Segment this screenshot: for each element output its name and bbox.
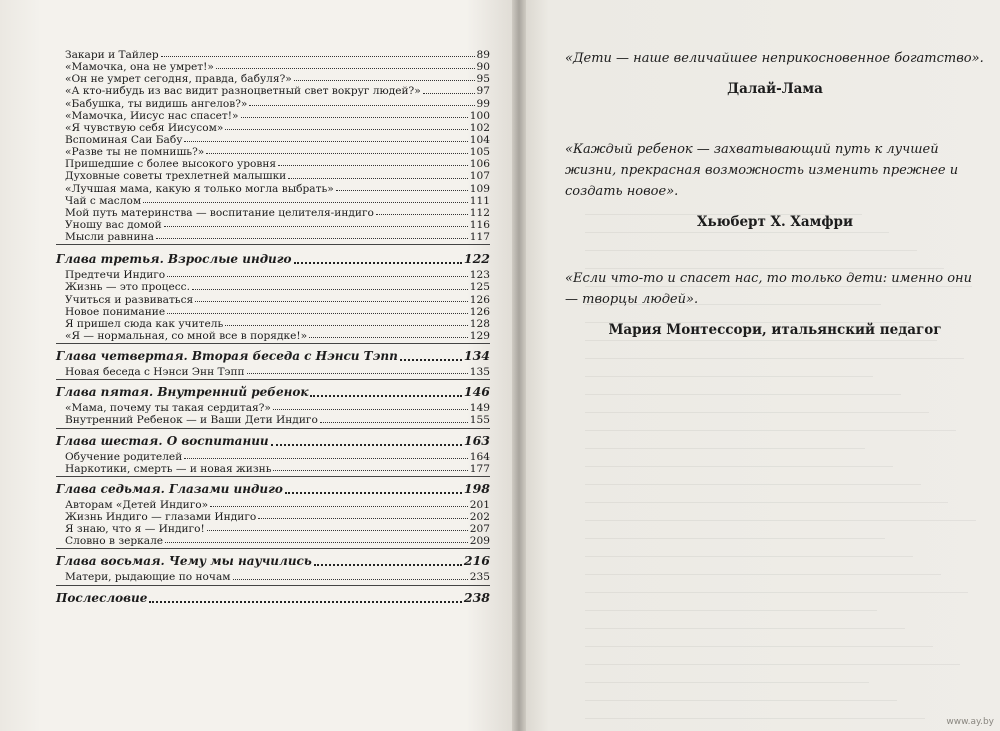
- entry-page: 155: [469, 414, 490, 427]
- toc-entry[interactable]: [56, 402, 490, 414]
- toc-entry[interactable]: [56, 511, 490, 523]
- divider: [56, 343, 490, 344]
- toc-entry[interactable]: [56, 170, 490, 182]
- entry-page: 209: [469, 535, 490, 548]
- entry-page: 129: [469, 329, 490, 342]
- toc-chapter-8[interactable]: [56, 551, 490, 571]
- entry-page: 102: [469, 121, 490, 134]
- bleed-line: [585, 398, 929, 413]
- entry-title: Духовные советы трехлетней малышки: [65, 170, 287, 183]
- bleed-line: [585, 668, 869, 683]
- chapter-title: Глава пятая. Внутренний ребенок: [56, 385, 309, 400]
- entry-page: 109: [469, 182, 490, 195]
- book-gutter: [512, 0, 526, 731]
- toc-afterword[interactable]: [56, 588, 490, 608]
- entry-title: Словно в зеркале: [65, 535, 164, 548]
- entry-page: 117: [469, 231, 490, 244]
- dot-leader: [294, 80, 475, 81]
- toc-entry[interactable]: [56, 571, 490, 583]
- toc-entry[interactable]: [56, 318, 490, 330]
- dot-leader: [288, 178, 468, 179]
- toc-entry[interactable]: [56, 306, 490, 318]
- entry-title: Авторам «Детей Индиго»: [65, 498, 209, 511]
- entry-title: Новая беседа с Нэнси Энн Тэпп: [65, 366, 245, 379]
- bleed-line: [585, 560, 941, 575]
- bleed-line: [585, 542, 913, 557]
- toc-entry[interactable]: [56, 281, 490, 293]
- dot-leader: [247, 373, 468, 374]
- entry-title: Я пришел сюда как учитель: [65, 317, 224, 330]
- dot-leader: [336, 190, 468, 191]
- toc-chapter-4[interactable]: [56, 346, 490, 366]
- toc-entry[interactable]: [56, 85, 490, 97]
- entry-page: 125: [469, 281, 490, 294]
- dot-leader: [207, 530, 468, 531]
- bleed-line: [585, 434, 865, 449]
- chapter-page: 146: [463, 384, 490, 400]
- quote-3: [565, 268, 985, 340]
- chapter-title: Глава восьмая. Чему мы научились: [56, 554, 312, 569]
- dot-leader: [165, 542, 468, 543]
- dot-leader: [192, 289, 468, 290]
- dot-leader: [233, 579, 468, 580]
- dot-leader: [249, 105, 474, 106]
- chapter-page: 134: [463, 348, 490, 364]
- watermark: www.ay.by: [946, 717, 994, 727]
- dot-leader: [167, 276, 468, 277]
- entry-title: Наркотики, смерть — и новая жизнь: [65, 462, 272, 475]
- dot-leader: [195, 301, 468, 302]
- bleed-line: [585, 506, 976, 521]
- entry-page: 235: [469, 571, 490, 584]
- toc-entry[interactable]: [56, 73, 490, 85]
- entry-page: 95: [476, 73, 490, 86]
- entry-page: 126: [469, 293, 490, 306]
- entry-title: Обучение родителей: [65, 450, 183, 463]
- bleed-line: [585, 488, 948, 503]
- epigraphs: [565, 48, 985, 340]
- toc-group-3: [56, 269, 490, 342]
- toc-entry[interactable]: [56, 414, 490, 426]
- dot-leader: [309, 337, 468, 338]
- toc-entry[interactable]: [56, 49, 490, 61]
- entry-title: Закари и Тайлер: [65, 48, 159, 61]
- toc-entry[interactable]: [56, 499, 490, 511]
- bleed-line: [585, 452, 893, 467]
- entry-title: «Я чувствую себя Иисусом»: [65, 121, 224, 134]
- toc-entry[interactable]: [56, 134, 490, 146]
- table-of-contents: [56, 49, 490, 608]
- bleed-line: [585, 380, 901, 395]
- toc-entry[interactable]: [56, 219, 490, 231]
- entry-title: «Лучшая мама, какую я только могла выбрать»: [65, 182, 334, 195]
- toc-entry[interactable]: [56, 146, 490, 158]
- toc-group-8: [56, 571, 490, 583]
- entry-page: 104: [469, 133, 490, 146]
- entry-title: «Мама, почему ты такая сердитая?»: [65, 402, 271, 415]
- dot-leader: [258, 518, 468, 519]
- entry-page: 126: [469, 305, 490, 318]
- chapter-title: Глава четвертая. Вторая беседа с Нэнси Тэпп: [56, 349, 398, 364]
- entry-title: Мысли равнина: [65, 231, 154, 244]
- quote-text: «Каждый ребенок — захватывающий путь к лучшей жизни, прекрасная возможность изменить прежнее и создать новое».: [565, 142, 959, 199]
- quote-2: [565, 139, 985, 232]
- entry-title: «Он не умрет сегодня, правда, бабуля?»: [65, 73, 292, 86]
- bleed-line: [585, 416, 956, 431]
- quote-author: Мария Монтессори, итальянский педагог: [608, 322, 942, 338]
- dot-leader: [273, 409, 468, 410]
- chapter-title: Послесловие: [56, 590, 148, 605]
- toc-group-1: [56, 49, 490, 243]
- quote-1: [565, 48, 985, 99]
- entry-title: «Я — нормальная, со мной все в порядке!»: [65, 329, 308, 342]
- toc-chapter-3[interactable]: [56, 249, 490, 269]
- chapter-page: 163: [463, 432, 490, 448]
- entry-title: Учиться и развиваться: [65, 293, 194, 306]
- toc-entry[interactable]: [56, 523, 490, 535]
- entry-title: «Мамочка, она не умрет!»: [65, 61, 214, 74]
- toc-group-4: [56, 366, 490, 378]
- entry-page: 99: [476, 97, 490, 110]
- toc-entry[interactable]: [56, 195, 490, 207]
- toc-entry[interactable]: [56, 98, 490, 110]
- toc-entry[interactable]: [56, 294, 490, 306]
- dot-leader: [225, 325, 468, 326]
- bleed-line: [585, 704, 925, 719]
- quote-author: Хьюберт Х. Хамфри: [696, 214, 854, 230]
- toc-entry[interactable]: [56, 269, 490, 281]
- divider: [56, 428, 490, 429]
- toc-group-5: [56, 402, 490, 426]
- bleed-line: [585, 596, 877, 611]
- entry-page: 90: [476, 61, 490, 74]
- toc-chapter-5[interactable]: [56, 382, 490, 402]
- entry-title: «Разве ты не помнишь?»: [65, 146, 205, 159]
- entry-page: 112: [469, 206, 490, 219]
- entry-title: Жизнь — это процесс.: [65, 281, 190, 294]
- entry-page: 111: [469, 194, 490, 207]
- entry-page: 100: [469, 109, 490, 122]
- entry-title: Предтечи Индиго: [65, 269, 166, 282]
- dot-leader: [241, 117, 468, 118]
- entry-title: Уношу вас домой: [65, 218, 162, 231]
- divider: [56, 244, 490, 245]
- quote-text: «Если что-то и спасет нас, то только дети: именно они — творцы людей».: [565, 271, 972, 307]
- dot-leader: [225, 129, 467, 130]
- entry-title: «Бабушка, ты видишь ангелов?»: [65, 97, 248, 110]
- bleed-line: [585, 578, 968, 593]
- entry-title: Пришедшие с более высокого уровня: [65, 158, 277, 171]
- dot-leader: [210, 506, 468, 507]
- toc-chapter-6[interactable]: [56, 431, 490, 451]
- toc-entry[interactable]: [56, 330, 490, 342]
- dot-leader: [423, 93, 475, 94]
- bleed-line: [585, 614, 905, 629]
- dot-leader: [376, 214, 468, 215]
- toc-group-7: [56, 499, 490, 548]
- dot-leader: [161, 56, 475, 57]
- toc-entry[interactable]: [56, 207, 490, 219]
- entry-page: 123: [469, 269, 490, 282]
- dot-leader: [143, 202, 468, 203]
- bleed-line: [585, 650, 960, 665]
- entry-title: «А кто-нибудь из вас видит разноцветный свет вокруг людей?»: [65, 85, 421, 98]
- entry-page: 128: [469, 317, 490, 330]
- divider: [56, 585, 490, 586]
- entry-title: Внутренний Ребенок — и Ваши Дети Индиго: [65, 414, 318, 427]
- entry-title: Матери, рыдающие по ночам: [65, 571, 231, 584]
- bleed-line: [585, 524, 885, 539]
- chapter-title: Глава седьмая. Глазами индиго: [56, 481, 283, 496]
- entry-title: Жизнь Индиго — глазами Индиго: [65, 510, 257, 523]
- entry-title: «Мамочка, Иисус нас спасет!»: [65, 109, 239, 122]
- toc-entry[interactable]: [56, 183, 490, 195]
- bleed-line: [585, 686, 897, 701]
- toc-entry[interactable]: [56, 110, 490, 122]
- bleed-line: [585, 470, 921, 485]
- bleed-line: [585, 362, 873, 377]
- entry-title: Вспоминая Саи Бабу: [65, 133, 183, 146]
- divider: [56, 548, 490, 549]
- toc-entry[interactable]: [56, 61, 490, 73]
- dot-leader: [184, 141, 467, 142]
- toc-group-6: [56, 451, 490, 475]
- chapter-page: 198: [463, 480, 490, 496]
- bleed-line: [585, 632, 933, 647]
- entry-page: 116: [469, 218, 490, 231]
- chapter-page: 238: [463, 589, 490, 605]
- entry-page: 135: [469, 366, 490, 379]
- dot-leader: [216, 68, 475, 69]
- chapter-title: Глава шестая. О воспитании: [56, 433, 269, 448]
- toc-entry[interactable]: [56, 366, 490, 378]
- chapter-page: 216: [463, 553, 490, 569]
- entry-page: 164: [469, 450, 490, 463]
- entry-title: Я знаю, что я — Индиго!: [65, 523, 205, 536]
- toc-entry[interactable]: [56, 535, 490, 547]
- entry-page: 107: [469, 170, 490, 183]
- toc-entry[interactable]: [56, 158, 490, 170]
- dot-leader: [206, 153, 468, 154]
- entry-title: Новое понимание: [65, 305, 166, 318]
- entry-page: 201: [469, 498, 490, 511]
- divider: [56, 379, 490, 380]
- entry-title: Мой путь материнства — воспитание целителя-индиго: [65, 206, 374, 219]
- quote-text: «Дети — наше величайшее неприкосновенное богатство».: [565, 51, 984, 66]
- divider: [56, 476, 490, 477]
- toc-chapter-7[interactable]: [56, 479, 490, 499]
- entry-page: 149: [469, 402, 490, 415]
- entry-page: 105: [469, 146, 490, 159]
- dot-leader: [164, 226, 468, 227]
- entry-page: 106: [469, 158, 490, 171]
- toc-entry[interactable]: [56, 231, 490, 243]
- entry-page: 97: [476, 85, 490, 98]
- dot-leader: [320, 422, 468, 423]
- toc-entry[interactable]: [56, 451, 490, 463]
- entry-page: 177: [469, 462, 490, 475]
- dot-leader: [184, 458, 468, 459]
- chapter-title: Глава третья. Взрослые индиго: [56, 252, 292, 267]
- dot-leader: [156, 238, 468, 239]
- toc-entry[interactable]: [56, 122, 490, 134]
- toc-entry[interactable]: [56, 463, 490, 475]
- entry-page: 202: [469, 510, 490, 523]
- chapter-page: 122: [463, 251, 490, 267]
- dot-leader: [167, 313, 468, 314]
- bleed-line: [585, 344, 964, 359]
- dot-leader: [278, 165, 468, 166]
- entry-title: Чай с маслом: [65, 194, 142, 207]
- dot-leader: [273, 470, 467, 471]
- quote-author: Далай-Лама: [727, 81, 823, 97]
- entry-page: 89: [476, 48, 490, 61]
- entry-page: 207: [469, 523, 490, 536]
